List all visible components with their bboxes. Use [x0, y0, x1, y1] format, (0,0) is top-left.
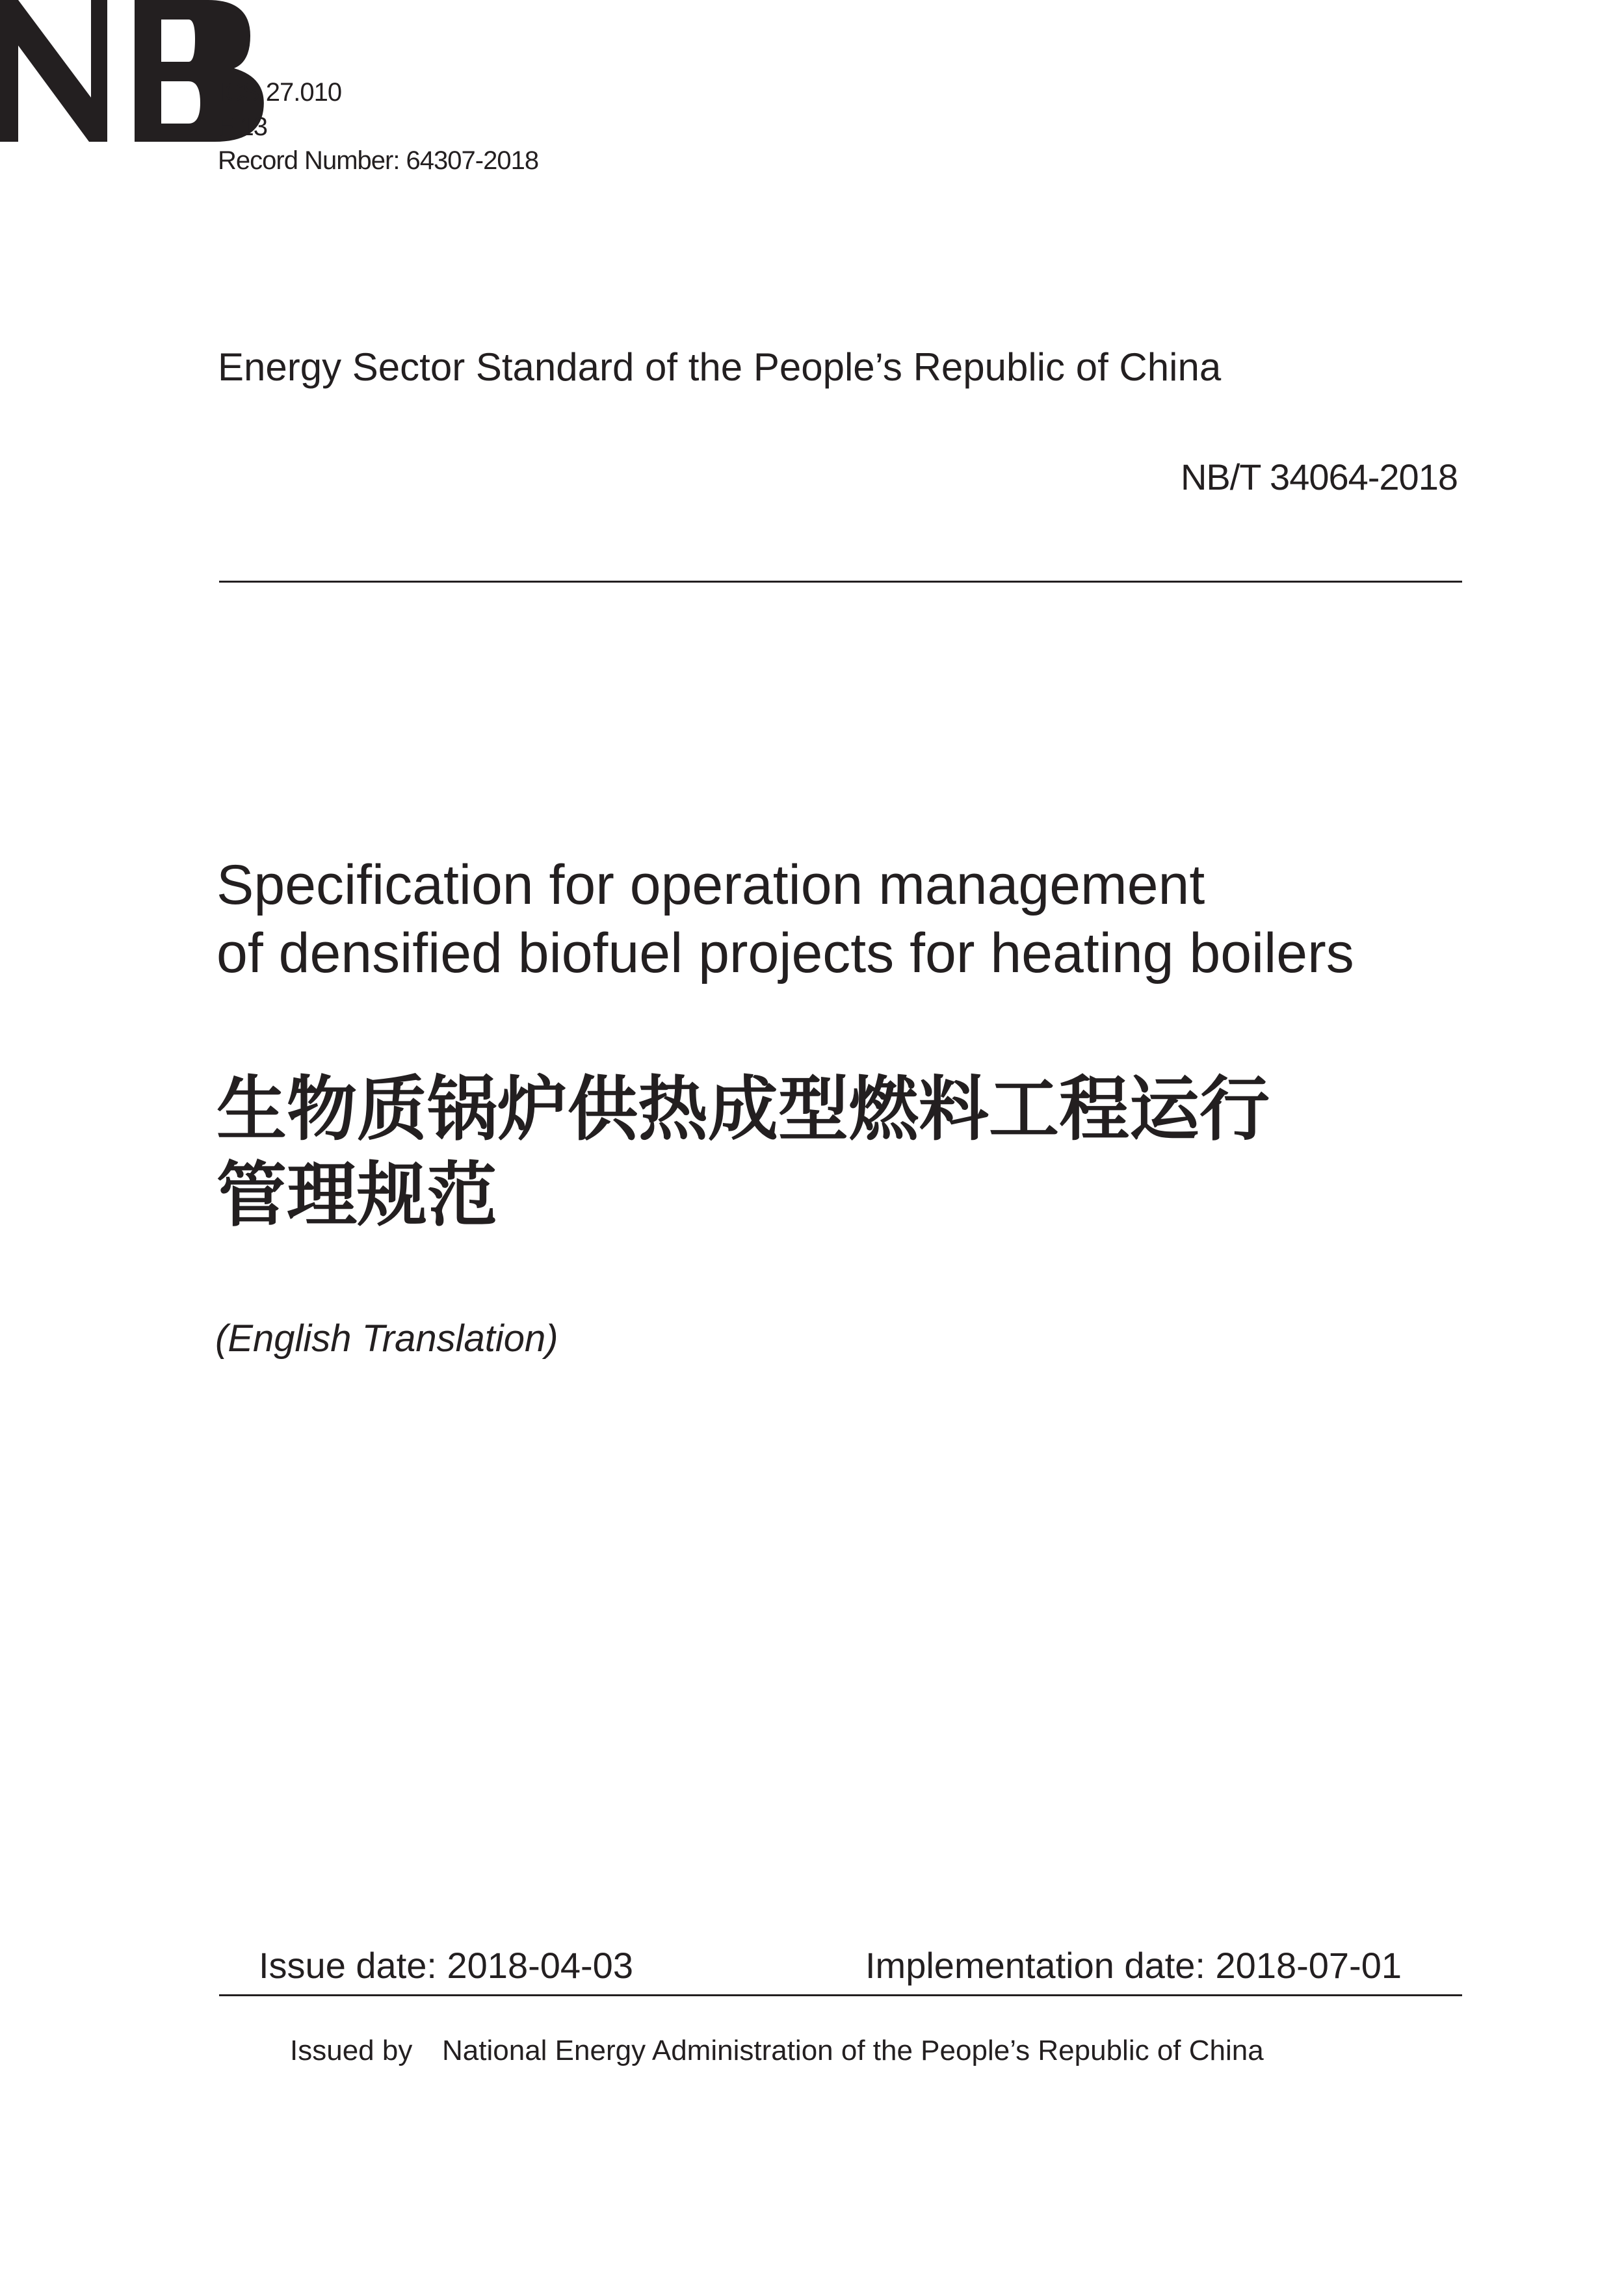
- translation-note: (English Translation): [215, 1317, 558, 1360]
- issued-by-label: Issued by: [290, 2035, 413, 2066]
- english-title-line2: of densified biofuel projects for heating boilers: [216, 922, 1354, 984]
- header-divider: [219, 581, 1462, 583]
- chinese-title-line2: 管理规范: [216, 1155, 498, 1234]
- record-number: Record Number: 64307-2018: [218, 146, 539, 175]
- standard-code: NB/T 34064-2018: [1180, 456, 1458, 497]
- chinese-title-line1: 生物质锅炉供热成型燃料工程运行: [216, 1070, 1270, 1148]
- issuer: National Energy Administration of the People’s Republic of China: [442, 2035, 1264, 2066]
- classification-code: F 13: [218, 112, 268, 141]
- sector-title: Energy Sector Standard of the People’s Republic of China: [218, 345, 1222, 389]
- issue-date: Issue date: 2018-04-03: [259, 1945, 633, 1986]
- footer-divider: [219, 1994, 1462, 1996]
- implementation-date: Implementation date: 2018-07-01: [865, 1945, 1402, 1986]
- english-title-line1: Specification for operation management: [216, 854, 1205, 916]
- ics-code: ICS 27.010: [218, 78, 342, 107]
